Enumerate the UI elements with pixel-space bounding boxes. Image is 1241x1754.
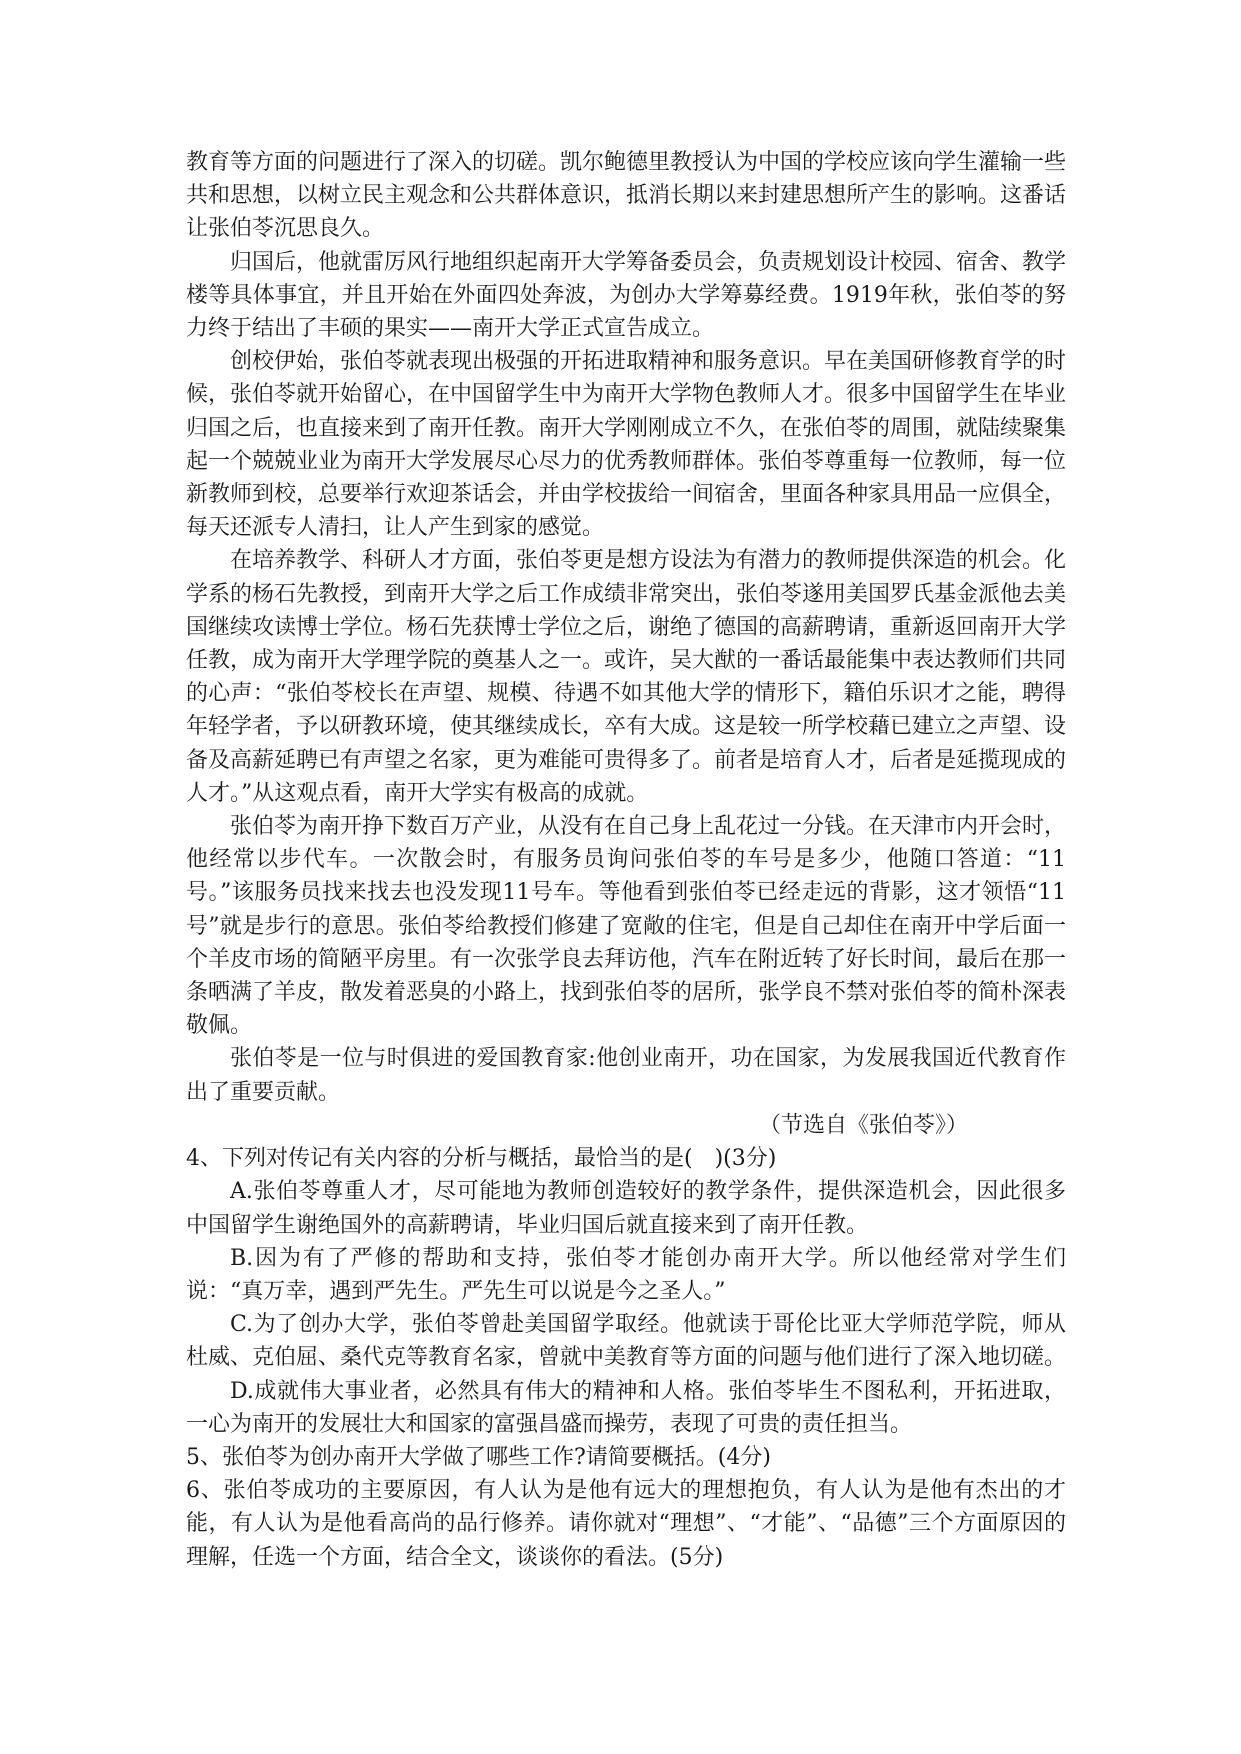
- question-4-option-d: D.成就伟大事业者，必然具有伟大的精神和人格。张伯苓毕生不图私利，开拓进取，一心为南开的发展壮大和国家的富强昌盛而操劳，表现了可贵的责任担当。: [186, 1378, 1066, 1437]
- article-paragraph-2: 归国后，他就雷厉风行地组织起南开大学筹备委员会，负责规划设计校园、宿舍、教学楼等具体事宜，并且开始在外面四处奔波，为创办大学筹募经费。1919年秋，张伯苓的努力终于结出了丰硕的果实——南开大学正式宣告成立。: [186, 249, 1067, 342]
- question-6-stem: 6、张伯苓成功的主要原因，有人认为是他有远大的理想抱负，有人认为是他有杰出的才能，有人认为是他看高尚的品行修养。请你就对“理想”、“才能”、“品德”三个方面原因的理解，任选一个方面，结合全文，谈谈你的看法。(5分): [186, 1478, 1066, 1570]
- question-4-option-b: B.因为有了严修的帮助和支持，张伯苓才能创办南开大学。所以他经常对学生们说：“真万幸，遇到严先生。严先生可以说是今之圣人。”: [186, 1245, 1066, 1304]
- article-paragraph-6: 张伯苓是一位与时俱进的爱国教育家:他创业南开，功在国家，为发展我国近代教育作出了重要贡献。: [186, 1046, 1066, 1105]
- article-source: （节选自《张伯苓》）: [758, 1112, 968, 1138]
- article-paragraph-5: 张伯苓为南开挣下数百万产业，从没有在自己身上乱花过一分钱。在天津市内开会时，他经常以步代车。一次散会时，有服务员询问张伯苓的车号是多少，他随口答道：“11号。”该服务员找来找去也没发现11号车。等他看到张伯苓已经走远的背影，这才领悟“11号”就是步行的意思。张伯苓给教授们修建了宽敞的住宅，但是自己却住在南开中学后面一个羊皮市场的简陋平房里。有一次张学良去拜访他，汽车在附近转了好长时间，最后在那一条晒满了羊皮，散发着恶臭的小路上，找到张伯苓的居所，张学良不禁对张伯苓的简朴深表敬佩。: [186, 814, 1067, 1039]
- question-4-option-a: A.张伯苓尊重人才，尽可能地为教师创造较好的教学条件，提供深造机会，因此很多中国留学生谢绝国外的高薪聘请，毕业归国后就直接来到了南开任教。: [186, 1179, 1066, 1238]
- question-4-stem: 4、下列对传记有关内容的分析与概括，最恰当的是( )(3分): [186, 1146, 777, 1172]
- article-paragraph-4: 在培养教学、科研人才方面，张伯苓更是想方设法为有潜力的教师提供深造的机会。化学系的杨石先教授，到南开大学之后工作成绩非常突出，张伯苓遂用美国罗氏基金派他去美国继续攻读博士学位。杨石先获博士学位之后，谢绝了德国的高薪聘请，重新返回南开大学任教，成为南开大学理学院的奠基人之一。或许，吴大猷的一番话最能集中表达教师们共同的心声：“张伯苓校长在声望、规模、待遇不如其他大学的情形下，籍伯乐识才之能，聘得年轻学者，予以研教环境，使其继续成长，卒有大成。这是较一所学校藉已建立之声望、设备及高薪延聘已有声望之名家，更为难能可贵得多了。前者是培育人才，后者是延揽现成的人才。”从这观点看，南开大学实有极高的成就。: [186, 548, 1067, 806]
- article-paragraph-3: 创校伊始，张伯苓就表现出极强的开拓进取精神和服务意识。早在美国研修教育学的时候，张伯苓就开始留心，在中国留学生中为南开大学物色教师人才。很多中国留学生在毕业归国之后，也直接来到了南开任教。南开大学刚刚成立不久，在张伯苓的周围，就陆续聚集起一个兢兢业业为南开大学发展尽心尽力的优秀教师群体。张伯苓尊重每一位教师，每一位新教师到校，总要举行欢迎茶话会，并由学校拔给一间宿舍，里面各种家具用品一应俱全，每天还派专人清扫，让人产生到家的感觉。: [186, 349, 1067, 541]
- document-page: [186, 146, 1066, 1574]
- question-5-stem: 5、张伯苓为创办南开大学做了哪些工作?请简要概括。(4分): [186, 1444, 771, 1470]
- article-paragraph-1: 教育等方面的问题进行了深入的切磋。凯尔鲍德里教授认为中国的学校应该向学生灌输一些共和思想，以树立民主观念和公共群体意识，抵消长期以来封建思想所产生的影响。这番话让张伯苓沉思良久。: [186, 150, 1067, 242]
- question-4-option-c: C.为了创办大学，张伯苓曾赴美国留学取经。他就读于哥伦比亚大学师范学院，师从杜威、克伯屈、桑代克等教育名家，曾就中美教育等方面的问题与他们进行了深入地切磋。: [186, 1312, 1067, 1371]
